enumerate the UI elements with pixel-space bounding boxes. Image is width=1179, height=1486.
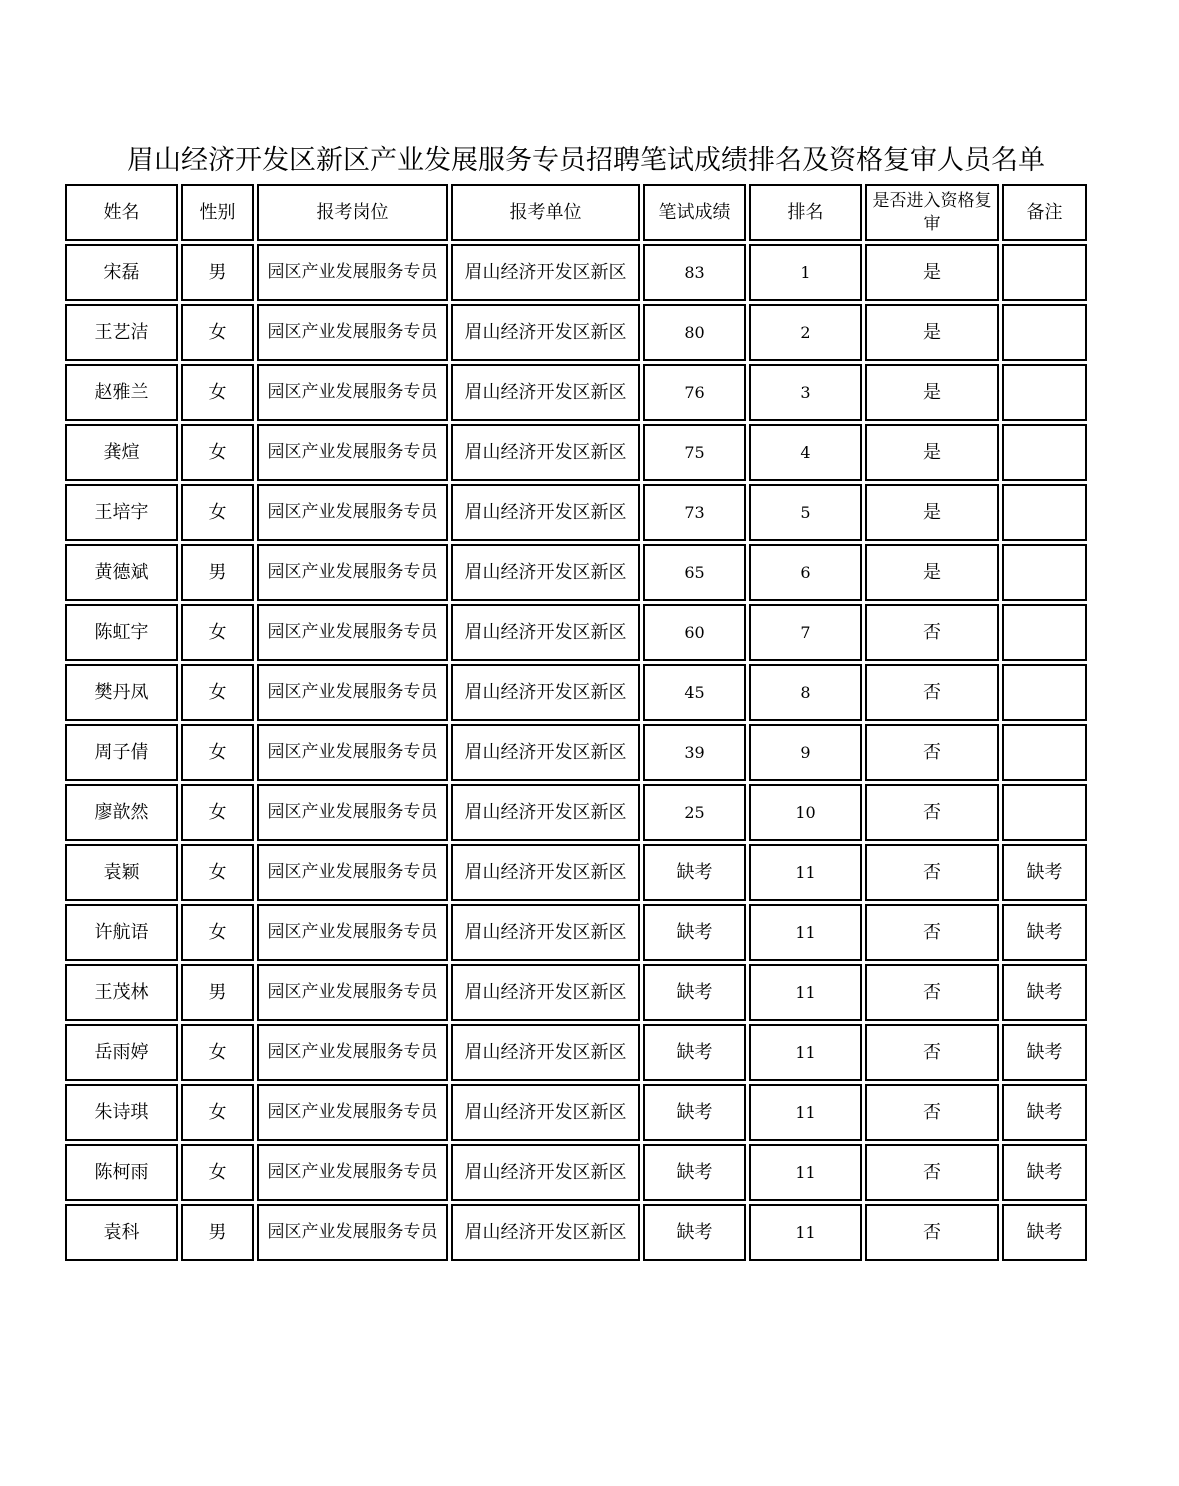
cell-unit: 眉山经济开发区新区 [451,1144,640,1201]
cell-gender: 女 [181,1024,254,1081]
cell-name: 袁科 [65,1204,178,1261]
cell-review: 否 [865,844,999,901]
cell-score: 83 [643,244,746,301]
cell-post: 园区产业发展服务专员 [257,304,448,361]
cell-note: 缺考 [1002,1204,1087,1261]
cell-name: 樊丹凤 [65,664,178,721]
cell-name: 宋磊 [65,244,178,301]
cell-gender: 男 [181,964,254,1021]
cell-unit: 眉山经济开发区新区 [451,784,640,841]
cell-score: 65 [643,544,746,601]
table-row [65,724,1087,781]
cell-note [1002,304,1087,361]
header-cell-score: 笔试成绩 [643,184,746,241]
cell-note: 缺考 [1002,904,1087,961]
cell-note: 缺考 [1002,844,1087,901]
cell-review: 否 [865,1204,999,1261]
cell-review: 是 [865,304,999,361]
header-cell-review: 是否进入资格复审 [865,184,999,241]
cell-name: 朱诗琪 [65,1084,178,1141]
page-title: 眉山经济开发区新区产业发展服务专员招聘笔试成绩排名及资格复审人员名单 [127,145,1045,176]
cell-score: 缺考 [643,904,746,961]
cell-unit: 眉山经济开发区新区 [451,304,640,361]
cell-gender: 女 [181,1084,254,1141]
header-row [65,184,1087,241]
header-cell-post: 报考岗位 [257,184,448,241]
cell-score: 缺考 [643,964,746,1021]
cell-post: 园区产业发展服务专员 [257,1204,448,1261]
table-row [65,484,1087,541]
cell-post: 园区产业发展服务专员 [257,664,448,721]
cell-rank: 11 [749,1084,862,1141]
cell-score: 缺考 [643,1084,746,1141]
cell-unit: 眉山经济开发区新区 [451,844,640,901]
table-row [65,664,1087,721]
cell-review: 是 [865,364,999,421]
cell-post: 园区产业发展服务专员 [257,904,448,961]
cell-rank: 10 [749,784,862,841]
header-cell-gender: 性别 [181,184,254,241]
cell-name: 陈虹宇 [65,604,178,661]
cell-score: 缺考 [643,844,746,901]
cell-gender: 女 [181,724,254,781]
cell-note [1002,544,1087,601]
cell-review: 是 [865,424,999,481]
cell-rank: 11 [749,904,862,961]
cell-review: 否 [865,724,999,781]
cell-score: 76 [643,364,746,421]
cell-name: 周子倩 [65,724,178,781]
cell-review: 是 [865,544,999,601]
cell-review: 否 [865,604,999,661]
cell-note [1002,664,1087,721]
cell-post: 园区产业发展服务专员 [257,1084,448,1141]
cell-rank: 3 [749,364,862,421]
cell-gender: 男 [181,244,254,301]
cell-note [1002,424,1087,481]
cell-name: 黄德斌 [65,544,178,601]
cell-post: 园区产业发展服务专员 [257,244,448,301]
cell-note [1002,484,1087,541]
table-row [65,904,1087,961]
cell-post: 园区产业发展服务专员 [257,964,448,1021]
cell-note: 缺考 [1002,964,1087,1021]
cell-score: 缺考 [643,1204,746,1261]
cell-post: 园区产业发展服务专员 [257,1144,448,1201]
cell-gender: 女 [181,364,254,421]
cell-rank: 11 [749,1144,862,1201]
cell-gender: 男 [181,1204,254,1261]
cell-unit: 眉山经济开发区新区 [451,364,640,421]
table-row [65,424,1087,481]
cell-rank: 2 [749,304,862,361]
cell-post: 园区产业发展服务专员 [257,364,448,421]
cell-post: 园区产业发展服务专员 [257,484,448,541]
table-row [65,1084,1087,1141]
cell-note: 缺考 [1002,1024,1087,1081]
cell-rank: 11 [749,844,862,901]
cell-gender: 女 [181,424,254,481]
cell-score: 60 [643,604,746,661]
cell-rank: 11 [749,1204,862,1261]
cell-note: 缺考 [1002,1084,1087,1141]
cell-note [1002,604,1087,661]
cell-review: 否 [865,1024,999,1081]
header-cell-note: 备注 [1002,184,1087,241]
cell-rank: 9 [749,724,862,781]
table-row [65,844,1087,901]
score-table [62,181,1090,1264]
cell-unit: 眉山经济开发区新区 [451,964,640,1021]
table-row [65,544,1087,601]
cell-gender: 女 [181,844,254,901]
cell-name: 许航语 [65,904,178,961]
cell-rank: 6 [749,544,862,601]
cell-unit: 眉山经济开发区新区 [451,1024,640,1081]
cell-score: 80 [643,304,746,361]
cell-unit: 眉山经济开发区新区 [451,664,640,721]
cell-unit: 眉山经济开发区新区 [451,904,640,961]
cell-rank: 8 [749,664,862,721]
cell-note: 缺考 [1002,1144,1087,1201]
cell-name: 廖歆然 [65,784,178,841]
header-cell-unit: 报考单位 [451,184,640,241]
cell-rank: 5 [749,484,862,541]
cell-unit: 眉山经济开发区新区 [451,424,640,481]
cell-review: 否 [865,1144,999,1201]
cell-unit: 眉山经济开发区新区 [451,544,640,601]
cell-unit: 眉山经济开发区新区 [451,244,640,301]
cell-gender: 男 [181,544,254,601]
cell-review: 否 [865,784,999,841]
cell-unit: 眉山经济开发区新区 [451,1204,640,1261]
cell-rank: 1 [749,244,862,301]
table-row [65,364,1087,421]
cell-note [1002,244,1087,301]
cell-name: 赵雅兰 [65,364,178,421]
cell-name: 岳雨婷 [65,1024,178,1081]
table-row [65,604,1087,661]
cell-unit: 眉山经济开发区新区 [451,724,640,781]
cell-gender: 女 [181,1144,254,1201]
cell-post: 园区产业发展服务专员 [257,724,448,781]
cell-name: 龚煊 [65,424,178,481]
header-cell-name: 姓名 [65,184,178,241]
cell-gender: 女 [181,604,254,661]
cell-unit: 眉山经济开发区新区 [451,1084,640,1141]
cell-review: 是 [865,484,999,541]
cell-rank: 7 [749,604,862,661]
table-row [65,1204,1087,1261]
cell-name: 王培宇 [65,484,178,541]
cell-gender: 女 [181,304,254,361]
cell-rank: 4 [749,424,862,481]
cell-post: 园区产业发展服务专员 [257,424,448,481]
cell-name: 王艺洁 [65,304,178,361]
cell-post: 园区产业发展服务专员 [257,784,448,841]
cell-unit: 眉山经济开发区新区 [451,604,640,661]
table-row [65,244,1087,301]
cell-note [1002,724,1087,781]
cell-score: 75 [643,424,746,481]
cell-note [1002,364,1087,421]
cell-name: 袁颖 [65,844,178,901]
table-row [65,784,1087,841]
table-row [65,1024,1087,1081]
cell-score: 25 [643,784,746,841]
header-cell-rank: 排名 [749,184,862,241]
cell-name: 陈柯雨 [65,1144,178,1201]
cell-note [1002,784,1087,841]
cell-rank: 11 [749,1024,862,1081]
cell-rank: 11 [749,964,862,1021]
cell-score: 缺考 [643,1024,746,1081]
cell-review: 否 [865,1084,999,1141]
cell-post: 园区产业发展服务专员 [257,604,448,661]
cell-gender: 女 [181,784,254,841]
table-row [65,304,1087,361]
cell-gender: 女 [181,484,254,541]
cell-gender: 女 [181,904,254,961]
cell-score: 缺考 [643,1144,746,1201]
cell-post: 园区产业发展服务专员 [257,844,448,901]
table-row [65,1144,1087,1201]
cell-unit: 眉山经济开发区新区 [451,484,640,541]
cell-gender: 女 [181,664,254,721]
cell-post: 园区产业发展服务专员 [257,1024,448,1081]
cell-review: 否 [865,964,999,1021]
cell-post: 园区产业发展服务专员 [257,544,448,601]
cell-name: 王茂林 [65,964,178,1021]
cell-score: 45 [643,664,746,721]
cell-score: 39 [643,724,746,781]
cell-review: 是 [865,244,999,301]
cell-review: 否 [865,904,999,961]
cell-review: 否 [865,664,999,721]
table-row [65,964,1087,1021]
cell-score: 73 [643,484,746,541]
